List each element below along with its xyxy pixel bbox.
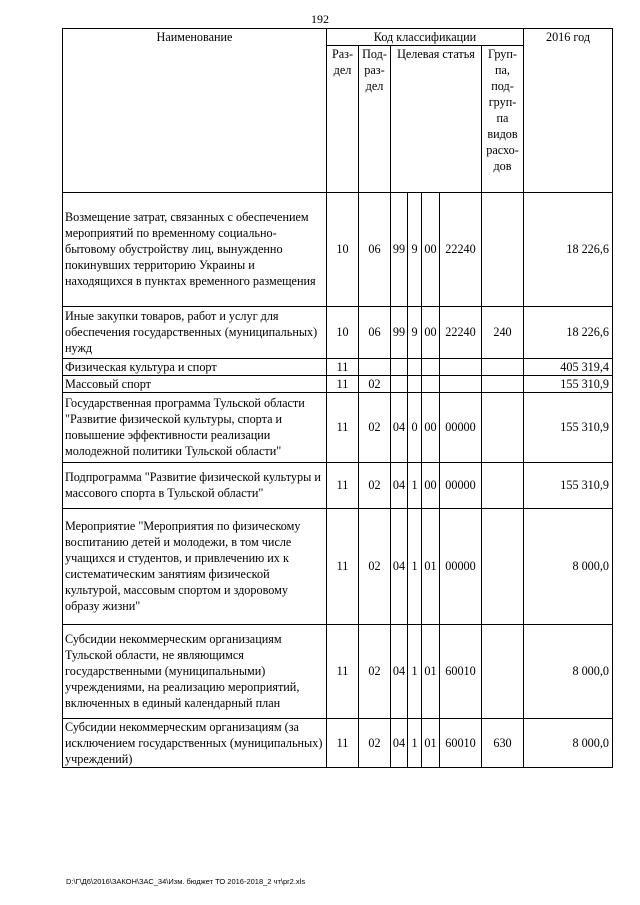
row-amount: 18 226,6 (524, 192, 613, 306)
header-year: 2016 год (524, 29, 613, 193)
budget-table (62, 28, 613, 768)
row-name: Мероприятие "Мероприятия по физическому воспитанию детей и молодежи, в том числе учащихся и студентов, и привлечению их к систематическим занятиям физической культурой, массовым спортом и здоровому образу жизни" (63, 508, 327, 624)
table-row (63, 392, 613, 462)
table-row (63, 718, 613, 767)
row-target-subprogram: 0 (408, 392, 422, 462)
row-name: Субсидии некоммерческим организациям Тульской области, не являющимся государственными (муниципальными) учреждениями, на реализацию мероприятий, включенных в единый календарный план (63, 624, 327, 718)
row-target-program (391, 358, 408, 375)
row-razdel: 11 (327, 392, 359, 462)
header-group: Груп- па, под- груп- па видов расхо- дов (482, 46, 524, 193)
row-target-subprogram: 9 (408, 306, 422, 358)
row-target-direction: 60010 (440, 718, 482, 767)
row-target-event: 00 (422, 192, 440, 306)
row-expense-group: 630 (482, 718, 524, 767)
footer-path: D:\Г\Д6\2016\ЗАКОН\ЗАС_34\Изм. бюджет ТО 2016-2018_2 чт\pr2.xls (66, 877, 306, 886)
header-target-article-space (391, 62, 482, 192)
row-podrazdel: 02 (359, 375, 391, 392)
row-expense-group (482, 624, 524, 718)
row-amount: 8 000,0 (524, 508, 613, 624)
header-target-article: Целевая статья (391, 46, 482, 63)
row-expense-group: 240 (482, 306, 524, 358)
row-expense-group (482, 375, 524, 392)
row-razdel: 11 (327, 508, 359, 624)
row-target-direction: 00000 (440, 462, 482, 508)
row-target-subprogram: 1 (408, 624, 422, 718)
row-target-subprogram: 1 (408, 718, 422, 767)
row-podrazdel: 02 (359, 508, 391, 624)
row-name: Массовый спорт (63, 375, 327, 392)
row-expense-group (482, 392, 524, 462)
table-row (63, 192, 613, 306)
row-target-event: 00 (422, 306, 440, 358)
row-target-subprogram: 1 (408, 508, 422, 624)
table-row (63, 624, 613, 718)
row-razdel: 11 (327, 358, 359, 375)
row-amount: 155 310,9 (524, 392, 613, 462)
row-target-direction (440, 375, 482, 392)
row-name: Государственная программа Тульской области "Развитие физической культуры, спорта и повышение эффективности реализации молодежной политики Тульской области" (63, 392, 327, 462)
row-target-program: 99 (391, 192, 408, 306)
row-podrazdel: 02 (359, 462, 391, 508)
row-target-direction: 00000 (440, 508, 482, 624)
row-target-direction: 22240 (440, 306, 482, 358)
row-podrazdel: 06 (359, 306, 391, 358)
page-number: 192 (311, 12, 329, 26)
row-target-event (422, 375, 440, 392)
row-target-event: 01 (422, 508, 440, 624)
row-razdel: 11 (327, 624, 359, 718)
row-expense-group (482, 508, 524, 624)
table-header (63, 29, 613, 193)
row-name: Субсидии некоммерческим организациям (за исключением государственных (муниципальных) учреждений) (63, 718, 327, 767)
row-name: Подпрограмма "Развитие физической культуры и массового спорта в Тульской области" (63, 462, 327, 508)
row-expense-group (482, 192, 524, 306)
row-target-event (422, 358, 440, 375)
row-name: Физическая культура и спорт (63, 358, 327, 375)
header-podrazdel: Под- раз- дел (359, 46, 391, 193)
row-amount: 18 226,6 (524, 306, 613, 358)
table-body (63, 192, 613, 767)
row-podrazdel: 02 (359, 392, 391, 462)
row-target-program: 04 (391, 508, 408, 624)
row-target-subprogram (408, 358, 422, 375)
table-row (63, 375, 613, 392)
table-row (63, 508, 613, 624)
row-target-program: 04 (391, 462, 408, 508)
row-target-program: 99 (391, 306, 408, 358)
row-expense-group (482, 358, 524, 375)
row-target-subprogram: 9 (408, 192, 422, 306)
row-target-event: 00 (422, 392, 440, 462)
row-target-direction: 22240 (440, 192, 482, 306)
row-razdel: 11 (327, 718, 359, 767)
row-target-program: 04 (391, 718, 408, 767)
row-name: Иные закупки товаров, работ и услуг для обеспечения государственных (муниципальных) нужд (63, 306, 327, 358)
row-name: Возмещение затрат, связанных с обеспечением мероприятий по временному социально-бытовому обустройству лиц, вынужденно покинувших территорию Украины и находящихся в пунктах временного размещения (63, 192, 327, 306)
row-razdel: 10 (327, 192, 359, 306)
row-expense-group (482, 462, 524, 508)
row-target-program (391, 375, 408, 392)
row-amount: 405 319,4 (524, 358, 613, 375)
row-target-direction: 00000 (440, 392, 482, 462)
row-amount: 155 310,9 (524, 375, 613, 392)
row-amount: 8 000,0 (524, 718, 613, 767)
row-target-event: 01 (422, 624, 440, 718)
table-row (63, 358, 613, 375)
table-row (63, 462, 613, 508)
row-target-event: 01 (422, 718, 440, 767)
row-amount: 8 000,0 (524, 624, 613, 718)
row-target-direction: 60010 (440, 624, 482, 718)
row-razdel: 11 (327, 462, 359, 508)
row-razdel: 11 (327, 375, 359, 392)
row-podrazdel: 02 (359, 718, 391, 767)
row-podrazdel: 02 (359, 624, 391, 718)
table-row (63, 306, 613, 358)
row-amount: 155 310,9 (524, 462, 613, 508)
row-target-program: 04 (391, 392, 408, 462)
row-target-event: 00 (422, 462, 440, 508)
row-target-direction (440, 358, 482, 375)
row-target-subprogram: 1 (408, 462, 422, 508)
row-razdel: 10 (327, 306, 359, 358)
row-podrazdel (359, 358, 391, 375)
header-name: Наименование (63, 29, 327, 193)
row-target-program: 04 (391, 624, 408, 718)
row-podrazdel: 06 (359, 192, 391, 306)
row-target-subprogram (408, 375, 422, 392)
header-code-group: Код классификации (327, 29, 524, 46)
header-razdel: Раз- дел (327, 46, 359, 193)
